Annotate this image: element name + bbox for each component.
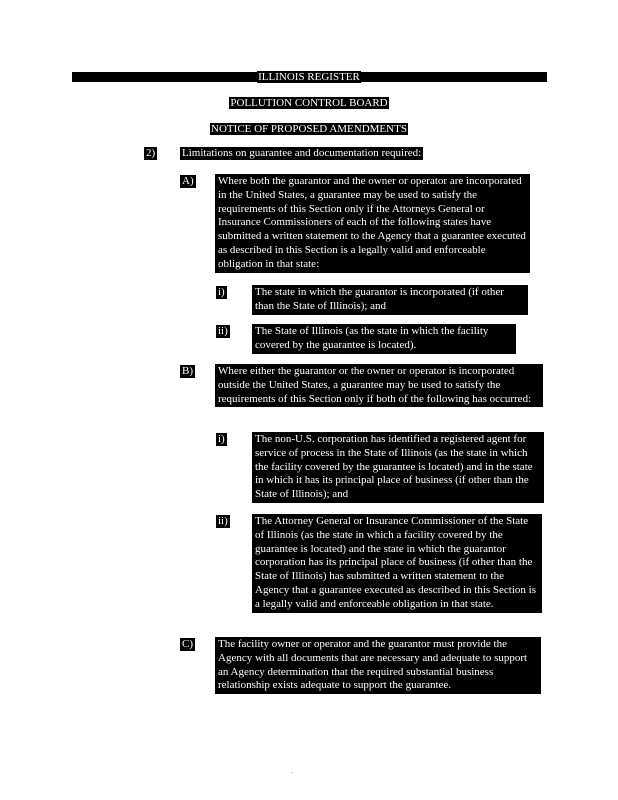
notice-title: NOTICE OF PROPOSED AMENDMENTS (211, 123, 407, 135)
item-c-label: C) (182, 638, 193, 650)
scan-speck (291, 772, 293, 773)
item-a-label: A) (182, 175, 194, 187)
item-b-ii-label: ii) (218, 515, 228, 527)
item-b-i-label: i) (218, 433, 225, 445)
item-b-text: Where either the guarantor or the owner or operator is incorporated outside the United States, a guarantee may be used to satisfy the requirements of this Section only if both of the following has occurred: (215, 364, 543, 407)
item-b-ii-text: The Attorney General or Insurance Commissioner of the State of Illinois (as the state in which a facility covered by the guarantee is located) and the state in which the guarantor corporation has its principal place of business (if other than the State of Illinois) has submitted a written statement to the Agency that a guarantee executed as described in this Section is a legally valid and enforceable obligation in that state. (252, 514, 542, 613)
section-title: Limitations on guarantee and documentation required: (182, 147, 422, 159)
item-b-i-text: The non-U.S. corporation has identified a registered agent for service of process in the State of Illinois (as the state in which the facility covered by the guarantee is located) and in the state in which it has its principal place of business (if other than the State of Illinois); and (252, 432, 544, 503)
register-title: ILLINOIS REGISTER (258, 71, 360, 83)
section-label: 2) (146, 147, 156, 159)
item-a-i-text: The state in which the guarantor is incorporated (if other than the State of Illinois); and (252, 285, 528, 315)
item-a-i-label: i) (218, 286, 225, 298)
item-b-label: B) (182, 365, 193, 377)
item-c-text: The facility owner or operator and the guarantor must provide the Agency with all documents that are necessary and adequate to support an Agency determination that the required substantial business relationship exists adequate to support the guarantee. (215, 637, 541, 694)
item-a-text: Where both the guarantor and the owner or operator are incorporated in the United States, a guarantee may be used to satisfy the requirements of this Section only if the Attorneys General or Insurance Commissioners of each of the following states have submitted a written statement to the Agency that a guarantee executed as described in this Section is a legally valid and enforceable obligation in that state: (215, 174, 530, 273)
item-a-ii-label: ii) (218, 325, 228, 337)
item-a-ii-text: The State of Illinois (as the state in which the facility covered by the guarantee is located). (252, 324, 516, 354)
board-title: POLLUTION CONTROL BOARD (230, 97, 388, 109)
